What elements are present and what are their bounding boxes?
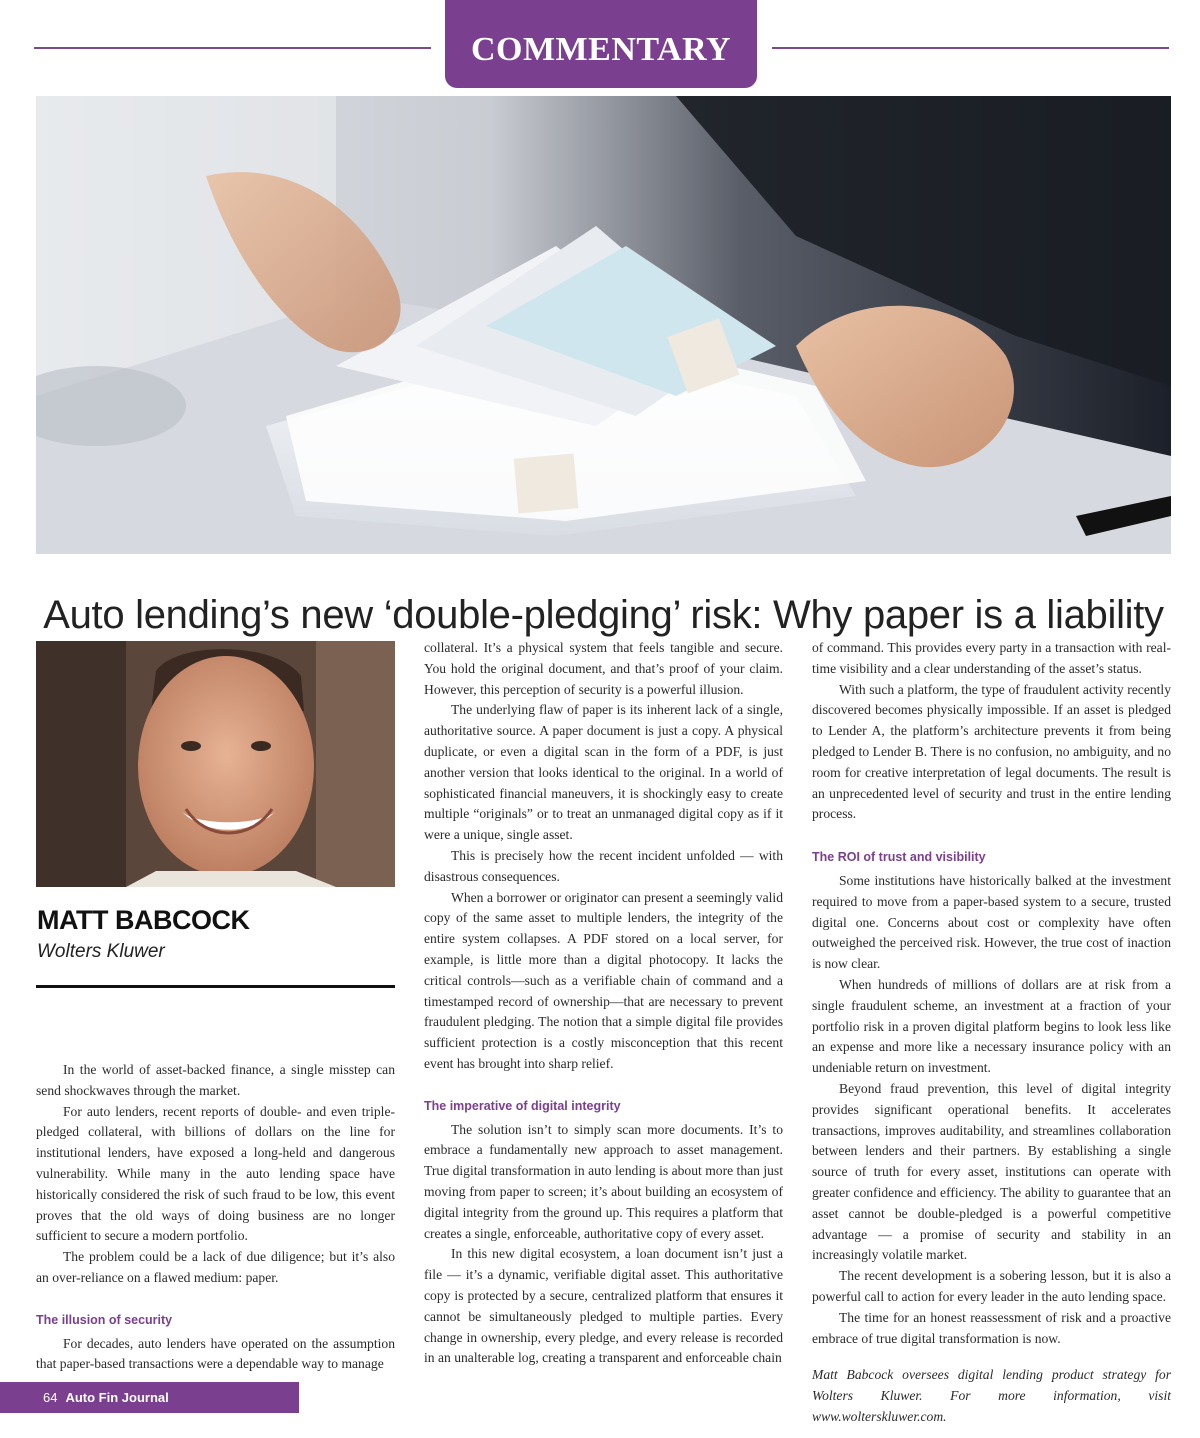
paragraph: In this new digital ecosystem, a loan document isn’t just a file — it’s a dynamic, verifiable digital asset. This authoritative copy is protected by a secure, centralized platform that ensures it cannot be simultaneously pledged to multiple parties. Every change in ownership, every pledge, and every release is recorded in an unalterable log, creating a transparent and enforceable chain [424,1246,783,1366]
author-photo [36,641,395,887]
paragraph: The underlying flaw of paper is its inherent lack of a single, authoritative source. A paper document is just a copy. A physical duplicate, or even a digital scan in the form of a PDF, is just another version that looks identical to the original. In a world of sophisticated financial maneuvers, it is shockingly easy to create multiple “originals” or to treat an unmanaged digital copy as if it were a unique, single asset. [424,702,783,843]
paragraph: For auto lenders, recent reports of double- and even triple-pledged collateral, with billions of dollars on the line for institutional lenders, have exposed a long-held and dangerous vulnerability. While many in the auto lending space have historically considered the risk of such fraud to be low, this event proves that the old ways of doing business are no longer sufficient to secure a modern portfolio. [36,1103,395,1244]
article-column-3 [812,638,1171,1428]
paragraph: When hundreds of millions of dollars are at risk from a single fraudulent scheme, an investment at a fraction of your portfolio risk in a proven digital platform begins to look less like an expense and more like a necessary insurance policy with an undeniable return on investment. [812,976,1171,1076]
paragraph: The time for an honest reassessment of risk and a proactive embrace of true digital transformation is now. [812,1309,1171,1346]
paragraph: This is precisely how the recent incident unfolded — with disastrous consequences. [424,847,783,884]
paragraph: Some institutions have historically balked at the investment required to move from a paper-based system to a secure, trusted digital one. Concerns about cost or complexity have often outweighed the perceived risk. However, the true cost of inaction is now clear. [812,872,1171,972]
subheading: The illusion of security [36,1312,173,1327]
paragraph: of command. This provides every party in a transaction with real-time visibility and a clear understanding of the asset’s status. [812,640,1171,676]
paragraph: The solution isn’t to simply scan more documents. It’s to embrace a fundamentally new approach to asset management. True digital transformation in auto lending is about more than just moving from paper to screen; it’s about building an ecosystem of digital integrity from the ground up. This requires a platform that creates a single, enforceable, authoritative copy of every asset. [424,1121,783,1241]
journal-name: Auto Fin Journal [65,1390,169,1405]
article-headline: Auto lending’s new ‘double-pledging’ risk: Why paper is a liability [43,592,1164,637]
hero-photo [36,96,1171,554]
paragraph: The recent development is a sobering lesson, but it is also a powerful call to action for every leader in the auto lending space. [812,1268,1171,1304]
paragraph: For decades, auto lenders have operated on the assumption that paper-based transactions were a dependable way to manage [36,1335,395,1372]
paragraph: When a borrower or originator can present a seemingly valid copy of the same asset to multiple lenders, the integrity of the entire system collapses. A PDF stored on a local server, for example, is little more than a digital photocopy. It lacks the critical controls—such as a verifiable chain of command and a timestamped record of ownership—that are necessary to prevent fraudulent pledging. The notion that a simple digital file provides sufficient protection is a costly misconception that this recent event has brought into sharp relief. [424,889,783,1071]
author-bio: Matt Babcock oversees digital lending product strategy for Wolters Kluwer. For more information, visit www.wolterskluwer.com. [812,1367,1171,1424]
header-rule-left [34,47,431,49]
page-number: 64 [43,1390,58,1405]
author-organization: Wolters Kluwer [37,941,165,962]
subheading: The ROI of trust and visibility [812,850,986,865]
paragraph: The problem could be a lack of due diligence; but it’s also an over-reliance on a flawed medium: paper. [36,1249,395,1285]
page-footer [0,1382,299,1413]
paragraph: collateral. It’s a physical system that feels tangible and secure. You hold the original document, and that’s proof of your claim. However, this perception of security is a powerful illusion. [424,640,783,697]
article-column-1 [36,1060,395,1375]
paragraph: With such a platform, the type of fraudulent activity recently discovered becomes physically impossible. If an asset is pledged to Lender A, the platform’s architecture prevents it from being pledged to Lender B. There is no confusion, no ambiguity, and no room for creative interpretation of legal documents. The result is an unprecedented level of security and trust in the entire lending process. [812,681,1171,822]
paragraph: Beyond fraud prevention, this level of digital integrity provides significant operational benefits. It accelerates transactions, improves auditability, and streamlines collaboration between lenders and their partners. By establishing a single source of truth for every asset, institutions can operate with greater confidence and efficiency. The ability to guarantee that an asset cannot be double-pledged is a powerful competitive advantage — a promise of security and stability in an increasingly volatile market. [812,1080,1171,1263]
article-column-2 [424,638,783,1369]
subheading: The imperative of digital integrity [424,1098,621,1113]
paragraph: In the world of asset-backed finance, a single misstep can send shockwaves through the market. [36,1062,395,1098]
header-rule-right [772,47,1169,49]
section-label: COMMENTARY [445,0,757,88]
author-name: MATT BABCOCK [37,905,250,935]
author-divider [36,985,395,988]
